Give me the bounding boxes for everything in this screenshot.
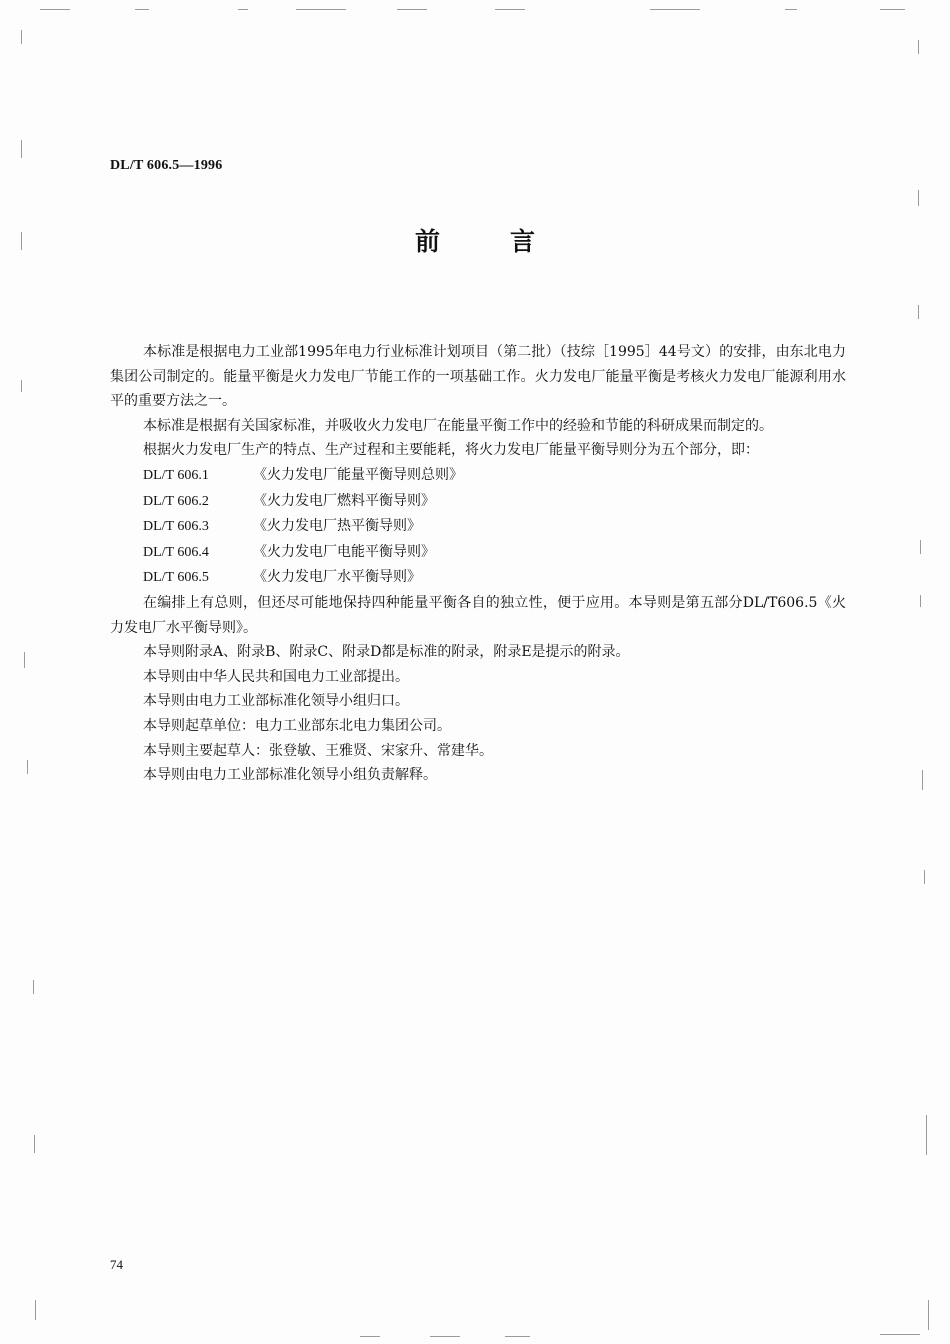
list-item [110, 489, 846, 515]
part-name: 《火力发电厂燃料平衡导则》 [253, 492, 435, 509]
list-item [110, 514, 846, 540]
parts-list [110, 463, 846, 591]
list-item [110, 540, 846, 566]
page-title: 前言 [414, 227, 605, 256]
paragraph: 在编排上有总则，但还尽可能地保持四种能量平衡各自的独立性，便于应用。本导则是第五部分DL/T606.5《火力发电厂水平衡导则》。 [110, 594, 846, 636]
list-item [110, 463, 846, 489]
part-code: DL/T 606.3 [143, 519, 209, 535]
part-name: 《火力发电厂水平衡导则》 [253, 569, 421, 586]
standard-code-header: DL/T 606.5—1996 [110, 158, 223, 173]
part-name: 《火力发电厂能量平衡导则总则》 [253, 466, 463, 483]
part-code: DL/T 606.2 [143, 493, 209, 509]
page-number: 74 [110, 1257, 123, 1272]
paragraph: 本导则由电力工业部标准化领导小组负责解释。 [143, 767, 437, 784]
part-code: DL/T 606.4 [143, 544, 209, 560]
paragraph: 本导则主要起草人：张登敏、王雅贤、宋家升、常建华。 [143, 742, 493, 759]
paragraph: 本导则由中华人民共和国电力工业部提出。 [143, 668, 409, 685]
document-body [110, 340, 846, 788]
part-name: 《火力发电厂电能平衡导则》 [253, 543, 435, 560]
list-item [110, 565, 846, 591]
paragraph: 本导则由电力工业部标准化领导小组归口。 [143, 693, 409, 710]
paragraph: 根据火力发电厂生产的特点、生产过程和主要能耗，将火力发电厂能量平衡导则分为五个部分，即： [143, 442, 759, 459]
paragraph: 本标准是根据有关国家标准，并吸收火力发电厂在能量平衡工作中的经验和节能的科研成果而制定的。 [143, 417, 773, 434]
paragraph: 本导则附录A、附录B、附录C、附录D都是标准的附录，附录E是提示的附录。 [143, 644, 630, 661]
part-name: 《火力发电厂热平衡导则》 [253, 518, 421, 535]
part-code: DL/T 606.5 [143, 570, 209, 586]
paragraph: 本标准是根据电力工业部1995年电力行业标准计划项目（第二批）（技综［1995］44号文）的安排，由东北电力集团公司制定的。能量平衡是火力发电厂节能工作的一项基础工作。火力发电厂能量平衡是考核火力发电厂能源利用水平的重要方法之一。 [110, 344, 846, 410]
part-code: DL/T 606.1 [143, 467, 209, 483]
paragraph: 本导则起草单位：电力工业部东北电力集团公司。 [143, 717, 451, 734]
